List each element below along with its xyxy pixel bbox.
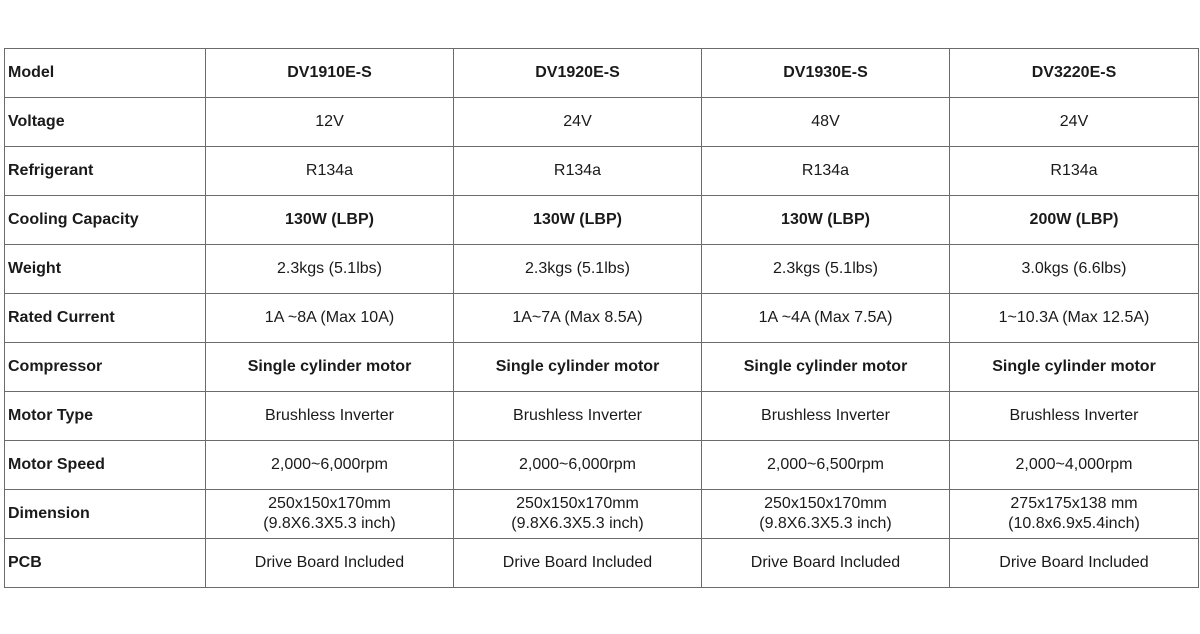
row-label: Motor Type (5, 392, 206, 441)
table-cell: Single cylinder motor (206, 343, 454, 392)
table-row (5, 392, 1199, 441)
cell-line: (10.8x6.9x5.4inch) (1008, 515, 1140, 532)
table-cell: 130W (LBP) (454, 196, 702, 245)
spec-table-body (5, 49, 1199, 588)
table-row (5, 196, 1199, 245)
table-cell: Drive Board Included (206, 539, 454, 588)
table-row (5, 343, 1199, 392)
cell-line: (9.8X6.3X5.3 inch) (759, 515, 892, 532)
cell-line: 250x150x170mm (764, 495, 887, 512)
table-cell: 2,000~6,000rpm (206, 441, 454, 490)
table-cell: Brushless Inverter (702, 392, 950, 441)
table-cell: Drive Board Included (702, 539, 950, 588)
table-cell (454, 490, 702, 539)
table-row (5, 49, 1199, 98)
row-label: Motor Speed (5, 441, 206, 490)
table-cell: 24V (454, 98, 702, 147)
row-label: PCB (5, 539, 206, 588)
cell-line: 250x150x170mm (268, 495, 391, 512)
table-cell: R134a (950, 147, 1199, 196)
table-cell: Brushless Inverter (950, 392, 1199, 441)
table-cell: Brushless Inverter (454, 392, 702, 441)
table-row (5, 539, 1199, 588)
table-cell: 1A~7A (Max 8.5A) (454, 294, 702, 343)
cell-line: 275x175x138 mm (1010, 495, 1138, 512)
table-cell: Single cylinder motor (950, 343, 1199, 392)
table-cell: Brushless Inverter (206, 392, 454, 441)
table-cell: 2.3kgs (5.1lbs) (454, 245, 702, 294)
cell-line: (9.8X6.3X5.3 inch) (511, 515, 644, 532)
table-cell: 2.3kgs (5.1lbs) (702, 245, 950, 294)
row-label: Compressor (5, 343, 206, 392)
table-cell: Drive Board Included (454, 539, 702, 588)
table-cell: 2.3kgs (5.1lbs) (206, 245, 454, 294)
table-cell: Single cylinder motor (454, 343, 702, 392)
table-cell: 1A ~4A (Max 7.5A) (702, 294, 950, 343)
table-cell: 2,000~6,000rpm (454, 441, 702, 490)
table-cell: DV1910E-S (206, 49, 454, 98)
row-label: Rated Current (5, 294, 206, 343)
table-cell: Drive Board Included (950, 539, 1199, 588)
table-cell: 1A ~8A (Max 10A) (206, 294, 454, 343)
spec-table (4, 48, 1199, 588)
table-cell: 130W (LBP) (702, 196, 950, 245)
table-cell: R134a (702, 147, 950, 196)
table-cell: 12V (206, 98, 454, 147)
table-cell: R134a (206, 147, 454, 196)
table-cell: 130W (LBP) (206, 196, 454, 245)
table-cell: 200W (LBP) (950, 196, 1199, 245)
row-label: Model (5, 49, 206, 98)
table-cell: 1~10.3A (Max 12.5A) (950, 294, 1199, 343)
row-label: Refrigerant (5, 147, 206, 196)
row-label: Weight (5, 245, 206, 294)
table-row (5, 245, 1199, 294)
table-row (5, 98, 1199, 147)
table-cell: DV3220E-S (950, 49, 1199, 98)
table-row (5, 490, 1199, 539)
table-row (5, 294, 1199, 343)
table-cell: 2,000~4,000rpm (950, 441, 1199, 490)
table-cell: R134a (454, 147, 702, 196)
table-cell: Single cylinder motor (702, 343, 950, 392)
row-label: Voltage (5, 98, 206, 147)
table-cell: 48V (702, 98, 950, 147)
row-label: Cooling Capacity (5, 196, 206, 245)
table-cell: 3.0kgs (6.6lbs) (950, 245, 1199, 294)
table-cell (950, 490, 1199, 539)
row-label: Dimension (5, 490, 206, 539)
table-cell (206, 490, 454, 539)
table-cell: DV1920E-S (454, 49, 702, 98)
table-cell: 2,000~6,500rpm (702, 441, 950, 490)
cell-line: 250x150x170mm (516, 495, 639, 512)
table-cell: 24V (950, 98, 1199, 147)
table-row (5, 441, 1199, 490)
table-row (5, 147, 1199, 196)
table-cell: DV1930E-S (702, 49, 950, 98)
cell-line: (9.8X6.3X5.3 inch) (263, 515, 396, 532)
table-cell (702, 490, 950, 539)
